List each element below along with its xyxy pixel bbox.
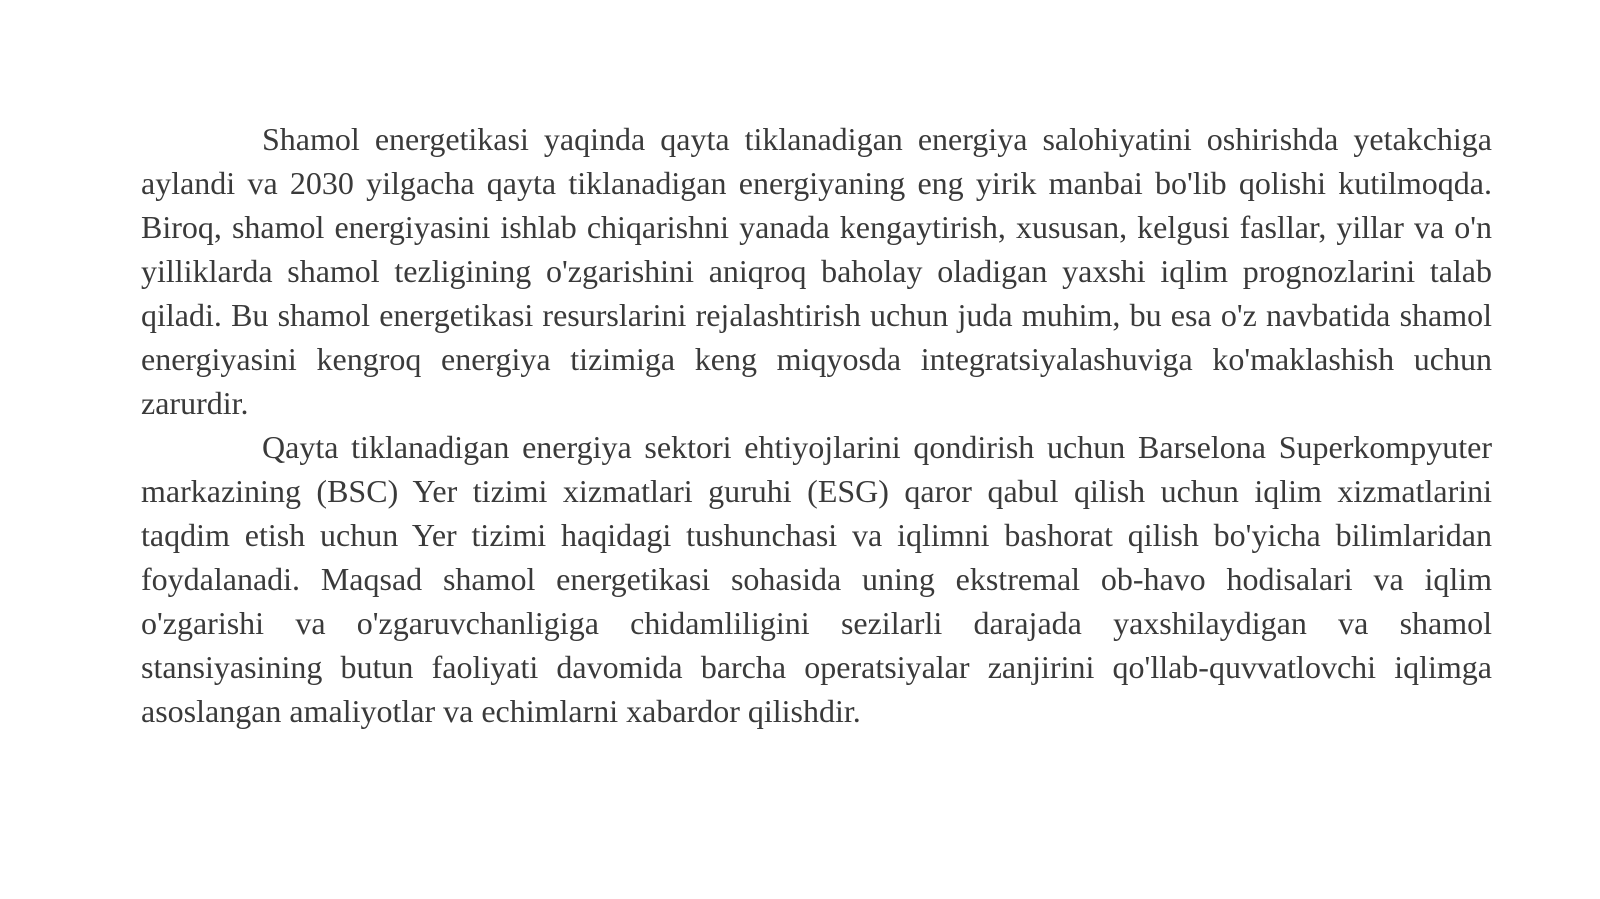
paragraph-1: Shamol energetikasi yaqinda qayta tiklanadigan energiya salohiyatini oshirishda yetakchiga aylandi va 2030 yilgacha qayta tiklanadigan energiyaning eng yirik manbai bo'lib qolishi kutilmoqda. Biroq, shamol energiyasini ishlab chiqarishni yanada kengaytirish, xususan, kelgusi fasllar, yillar va o'n yilliklarda shamol tezligining o'zgarishini aniqroq baholay oladigan yaxshi iqlim prognozlarini talab qiladi. Bu shamol energetikasi resurslarini rejalashtirish uchun juda muhim, bu esa o'z navbatida shamol energiyasini kengroq energiya tizimiga keng miqyosda integratsiyalashuviga ko'maklashish uchun zarurdir. <box>141 121 1492 421</box>
text-body <box>141 117 1492 733</box>
paragraph-2: Qayta tiklanadigan energiya sektori ehtiyojlarini qondirish uchun Barselona Superkompyuter markazining (BSC) Yer tizimi xizmatlari guruhi (ESG) qaror qabul qilish uchun iqlim xizmatlarini taqdim etish uchun Yer tizimi haqidagi tushunchasi va iqlimni bashorat qilish bo'yicha bilimlaridan foydalanadi. Maqsad shamol energetikasi sohasida uning ekstremal ob-havo hodisalari va iqlim o'zgarishi va o'zgaruvchanligiga chidamliligini sezilarli darajada yaxshilaydigan va shamol stansiyasining butun faoliyati davomida barcha operatsiyalar zanjirini qo'llab-quvvatlovchi iqlimga asoslangan amaliyotlar va echimlarni xabardor qilishdir. <box>141 429 1492 729</box>
